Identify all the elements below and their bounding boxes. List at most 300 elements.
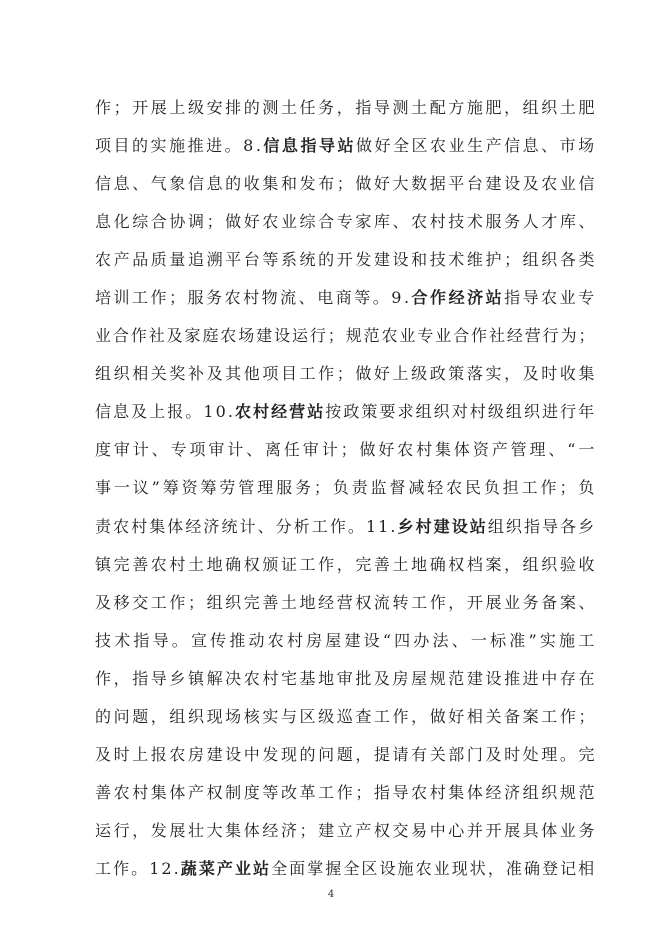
text-segment-char: 工: [318, 782, 335, 802]
text-segment-char: 0: [215, 402, 227, 422]
bold-station-name-char: 指: [300, 136, 317, 156]
text-segment-char: 产: [355, 820, 372, 840]
text-segment-char: 指: [523, 516, 541, 536]
text-segment-char: ”: [528, 630, 538, 650]
page-number: 4: [327, 889, 335, 900]
text-segment-char: 指: [132, 668, 149, 688]
text-segment-char: 测: [392, 98, 410, 117]
text-segment-char: 导: [392, 782, 410, 802]
text-segment-char: 肥: [485, 98, 502, 117]
bold-station-name-char: 业: [234, 858, 252, 878]
text-segment-char: 工: [299, 554, 317, 574]
text-segment-char: 合: [112, 326, 130, 346]
text-segment-char: 和: [280, 174, 298, 194]
text-segment-char: 指: [504, 288, 521, 308]
text-segment-char: 地: [411, 554, 428, 574]
text-segment-char: 组: [522, 554, 540, 574]
text-segment-char: 农: [397, 440, 414, 460]
text-segment-char: 问: [318, 744, 335, 764]
bold-station-name-char: 作: [430, 288, 447, 308]
text-segment-char: 颁: [262, 554, 279, 574]
text-segment-char: 任: [283, 440, 301, 460]
bold-station-name-char: 乡: [397, 516, 415, 536]
text-segment-char: 农: [446, 478, 463, 498]
text-segment-char: 好: [373, 174, 391, 194]
text-segment-char: 设: [363, 630, 381, 650]
bold-station-name-char: 站: [307, 402, 324, 422]
bold-station-name-char: 农: [234, 402, 252, 422]
text-segment-char: 权: [206, 782, 224, 802]
text-segment-char: ，: [132, 820, 149, 840]
text-segment-char: 负: [483, 478, 501, 498]
text-segment-char: 展: [169, 820, 186, 840]
text-segment-char: 全: [343, 858, 360, 878]
text-segment-char: 级: [411, 364, 428, 384]
text-segment-char: 做: [359, 440, 376, 460]
text-segment-char: 交: [132, 592, 149, 612]
text-segment-char: 作: [169, 592, 186, 612]
text-segment-char: 信: [504, 136, 521, 156]
text-line: [95, 626, 595, 656]
text-segment-char: 完: [355, 554, 372, 574]
text-segment-char: 有: [411, 744, 428, 764]
text-segment-char: 善: [373, 554, 391, 574]
text-segment-char: 。: [185, 402, 202, 422]
text-segment-char: 才: [541, 212, 558, 232]
text-segment-char: 中: [243, 744, 261, 764]
text-segment-char: 农: [95, 250, 112, 270]
text-segment-char: 村: [132, 782, 149, 802]
text-segment-char: 存: [559, 668, 577, 688]
text-segment-char: 实: [150, 136, 168, 156]
text-segment-char: 大: [392, 174, 410, 194]
text-segment-char: 市: [559, 136, 577, 156]
text-segment-char: 产: [113, 250, 131, 270]
text-segment-char: 集: [448, 782, 465, 802]
text-segment-char: 组: [505, 402, 523, 422]
text-line: [95, 854, 595, 884]
text-segment-char: 进: [206, 136, 223, 156]
text-segment-char: 好: [243, 212, 261, 232]
text-segment-char: 信: [187, 174, 205, 194]
text-segment-char: 作: [318, 554, 335, 574]
text-segment-char: 织: [523, 402, 541, 422]
text-segment-char: 及: [166, 326, 184, 346]
text-segment-char: 现: [206, 706, 224, 726]
text-segment-char: “: [382, 630, 392, 650]
text-segment-char: 8: [243, 136, 254, 156]
text-segment-char: 农: [262, 212, 279, 232]
text-segment-char: 业: [435, 326, 452, 346]
text-segment-char: 备: [504, 706, 521, 726]
bold-station-name-char: 信: [263, 136, 280, 156]
text-segment-char: 村: [429, 782, 447, 802]
text-segment-char: 管: [238, 478, 255, 498]
text-segment-char: 作: [540, 478, 558, 498]
bold-station-name-char: 蔬: [180, 858, 198, 878]
text-segment-char: 农: [243, 668, 261, 688]
text-segment-char: 织: [541, 98, 558, 117]
text-segment-char: 策: [361, 402, 378, 422]
text-segment-char: 审: [336, 668, 354, 688]
text-segment-char: 验: [559, 554, 577, 574]
text-segment-char: 善: [262, 592, 279, 612]
text-segment-char: 做: [355, 174, 372, 194]
text-segment-char: 肥: [578, 98, 595, 117]
text-segment-char: 展: [485, 592, 502, 612]
text-segment-char: 级: [187, 98, 205, 117]
text-segment-char: 批: [355, 668, 372, 688]
text-segment-char: 织: [187, 706, 205, 726]
text-segment-char: 案: [522, 706, 540, 726]
text-segment-char: 作: [130, 326, 148, 346]
text-segment-char: 农: [150, 554, 168, 574]
text-segment-char: 交: [392, 820, 410, 840]
text-segment-char: 及: [206, 364, 224, 384]
text-segment-char: 资: [472, 440, 490, 460]
text-segment-char: 组: [522, 782, 540, 802]
text-segment-char: 展: [504, 820, 521, 840]
text-segment-char: 导: [373, 98, 391, 117]
text-segment-char: ；: [206, 212, 224, 232]
text-segment-char: 、: [132, 174, 149, 194]
text-segment-char: 行: [309, 326, 327, 346]
text-segment-char: 人: [522, 212, 540, 232]
text-segment-char: 提: [373, 744, 391, 764]
text-segment-char: 巡: [336, 706, 354, 726]
text-segment-char: ”: [151, 478, 161, 498]
text-segment-char: 1: [378, 516, 389, 536]
text-segment-char: 化: [113, 212, 131, 232]
text-segment-char: 工: [541, 706, 558, 726]
text-segment-char: 。: [347, 516, 365, 536]
text-segment-char: 开: [466, 592, 484, 612]
text-segment-char: 离: [265, 440, 282, 460]
text-segment-char: 求: [397, 402, 415, 422]
text-segment-char: ，: [150, 706, 168, 726]
text-segment-char: 、: [298, 288, 316, 308]
text-line: [95, 93, 595, 123]
text-segment-char: ；: [299, 820, 317, 840]
text-segment-char: 解: [206, 668, 224, 688]
text-segment-char: 及: [373, 668, 391, 688]
text-segment-char: 确: [429, 554, 447, 574]
text-segment-char: 排: [225, 98, 242, 117]
text-segment-char: 分: [275, 516, 293, 536]
text-segment-char: 业: [559, 820, 577, 840]
text-segment-char: 区: [361, 858, 378, 878]
text-segment-char: ，: [411, 706, 428, 726]
text-segment-char: 报: [150, 744, 168, 764]
text-segment-char: 基: [299, 668, 317, 688]
text-segment-char: 服: [485, 212, 502, 232]
text-segment-char: 理: [257, 478, 274, 498]
text-segment-char: 项: [262, 364, 279, 384]
text-segment-char: 电: [317, 288, 334, 308]
text-segment-char: 。: [171, 630, 189, 650]
text-segment-char: .: [255, 136, 262, 156]
text-segment-char: 业: [280, 212, 298, 232]
text-segment-char: 规: [345, 326, 363, 346]
text-segment-char: 社: [148, 326, 166, 346]
text-segment-char: 工: [578, 630, 595, 650]
text-segment-char: ，: [487, 858, 505, 878]
text-segment-char: 的: [243, 98, 261, 117]
text-segment-char: 推: [187, 136, 205, 156]
text-segment-char: 土: [280, 98, 298, 117]
text-segment-char: 量: [169, 250, 186, 270]
text-segment-char: 统: [221, 516, 238, 536]
text-segment-char: .: [403, 288, 410, 308]
text-segment-char: 统: [299, 250, 317, 270]
text-segment-char: 和: [411, 250, 428, 270]
text-segment-char: 维: [466, 250, 484, 270]
text-segment-char: 作: [329, 516, 347, 536]
text-segment-char: 据: [429, 174, 447, 194]
text-segment-char: 追: [187, 250, 205, 270]
text-segment-char: 气: [150, 174, 168, 194]
text-segment-char: 相: [466, 706, 484, 726]
bold-station-name-char: 息: [281, 136, 299, 156]
text-segment-char: 导: [150, 668, 168, 688]
text-segment-char: 组: [169, 706, 186, 726]
text-segment-char: 导: [152, 630, 170, 650]
text-segment-char: 织: [225, 592, 242, 612]
text-segment-char: 体: [243, 820, 261, 840]
text-segment-char: 规: [429, 668, 447, 688]
text-segment-char: 台: [466, 174, 484, 194]
text-segment-char: 完: [578, 744, 595, 764]
text-segment-char: ；: [169, 288, 186, 308]
text-segment-char: 产: [485, 136, 503, 156]
text-segment-char: 权: [243, 554, 261, 574]
text-segment-char: 易: [411, 820, 428, 840]
text-segment-char: 善: [132, 554, 149, 574]
text-segment-char: ；: [504, 250, 521, 270]
text-segment-char: 行: [542, 326, 560, 346]
text-segment-char: 一: [113, 478, 131, 498]
text-segment-char: 开: [132, 98, 149, 117]
text-segment-char: 合: [453, 326, 470, 346]
text-segment-char: 技: [95, 630, 112, 650]
text-segment-char: .: [390, 516, 396, 536]
text-segment-char: 管: [510, 440, 528, 460]
text-segment-char: 门: [466, 744, 484, 764]
text-segment-char: 实: [539, 630, 557, 650]
text-segment-char: 民: [464, 478, 482, 498]
text-segment-char: 握: [325, 858, 342, 878]
text-segment-char: 平: [448, 174, 465, 194]
text-segment-char: 及: [95, 744, 112, 764]
text-segment-char: 筹: [162, 478, 180, 498]
text-segment-char: 范: [363, 326, 381, 346]
text-segment-char: ，: [504, 364, 521, 384]
text-segment-char: 设: [485, 668, 502, 688]
text-segment-char: 范: [448, 668, 465, 688]
text-segment-char: 组: [95, 364, 112, 384]
text-segment-char: 为: [560, 326, 578, 346]
text-segment-char: 作: [471, 326, 488, 346]
text-segment-char: 心: [448, 820, 465, 840]
text-segment-char: 等: [262, 250, 279, 270]
text-line: [95, 321, 595, 351]
text-segment-char: 完: [113, 554, 131, 574]
text-segment-char: 作: [559, 706, 577, 726]
text-segment-char: 的: [225, 174, 242, 194]
text-segment-char: 在: [578, 668, 595, 688]
text-segment-char: 综: [132, 212, 149, 232]
text-segment-char: 体: [541, 820, 558, 840]
text-segment-char: 登: [542, 858, 559, 878]
text-segment-char: 1: [365, 516, 377, 536]
text-segment-char: 做: [225, 212, 242, 232]
text-segment-char: 处: [522, 744, 540, 764]
text-line: [95, 359, 595, 389]
text-segment-char: 实: [262, 706, 279, 726]
text-segment-char: 务: [578, 820, 595, 840]
text-segment-char: 村: [243, 288, 260, 308]
text-segment-char: 乡: [169, 668, 186, 688]
text-segment-char: 作: [318, 364, 335, 384]
text-segment-char: 工: [411, 592, 428, 612]
text-segment-char: 业: [448, 136, 466, 156]
text-segment-char: ；: [578, 326, 595, 346]
text-segment-char: 关: [485, 706, 502, 726]
text-segment-char: 村: [131, 516, 148, 536]
text-line: [95, 283, 595, 313]
text-segment-char: 要: [379, 402, 396, 422]
text-segment-char: 作: [95, 98, 112, 117]
text-segment-char: 训: [113, 288, 131, 308]
text-segment-char: 议: [132, 478, 150, 498]
text-segment-char: 档: [466, 554, 484, 574]
text-segment-char: 动: [248, 630, 266, 650]
text-segment-char: 农: [224, 288, 242, 308]
text-line: [95, 245, 595, 275]
bold-station-name-char: 建: [433, 516, 451, 536]
text-segment-char: 技: [429, 250, 447, 270]
text-segment-char: 息: [522, 136, 540, 156]
text-segment-char: 作: [336, 782, 354, 802]
text-segment-char: 施: [559, 630, 576, 650]
text-line: [95, 207, 595, 237]
text-segment-char: 、: [392, 212, 410, 232]
text-segment-char: 资: [181, 478, 199, 498]
bold-station-name-char: 产: [216, 858, 234, 878]
text-segment-char: 请: [392, 744, 410, 764]
text-segment-char: 体: [169, 782, 186, 802]
text-segment-char: ；: [327, 326, 345, 346]
text-segment-char: 信: [95, 402, 112, 422]
text-segment-char: 集: [578, 364, 595, 384]
text-segment-char: 项: [95, 136, 112, 156]
text-segment-char: 审: [208, 440, 225, 460]
text-segment-char: 设: [274, 326, 291, 346]
text-segment-char: 革: [299, 782, 317, 802]
text-segment-char: 监: [370, 478, 388, 498]
bold-station-name-char: 站: [485, 288, 503, 308]
text-segment-char: 并: [466, 820, 484, 840]
text-segment-char: 、: [541, 136, 558, 156]
text-segment-char: 物: [261, 288, 279, 308]
bold-station-name-char: 导: [318, 136, 336, 156]
text-segment-char: 服: [187, 288, 205, 308]
text-segment-char: 题: [132, 706, 149, 726]
text-segment-char: 农: [430, 136, 447, 156]
text-segment-char: 与: [280, 706, 298, 726]
text-segment-char: 记: [560, 858, 577, 878]
text-segment-char: 的: [132, 136, 149, 156]
text-segment-char: 的: [299, 744, 317, 764]
text-segment-char: 作: [429, 592, 447, 612]
text-segment-char: 施: [169, 136, 186, 156]
text-segment-char: 运: [95, 820, 112, 840]
text-segment-char: 务: [206, 288, 223, 308]
text-segment-char: 房: [187, 744, 205, 764]
text-segment-char: 组: [487, 516, 505, 536]
text-segment-char: 建: [485, 174, 502, 194]
text-segment-char: ，: [504, 98, 521, 117]
text-segment-char: ，: [336, 98, 354, 117]
text-segment-char: 收: [559, 364, 577, 384]
text-segment-char: 导: [542, 516, 559, 536]
text-segment-char: 业: [433, 858, 451, 878]
text-segment-char: 安: [206, 98, 224, 117]
text-segment-char: 责: [351, 478, 369, 498]
text-segment-char: 业: [559, 288, 577, 308]
text-segment-char: 织: [541, 554, 558, 574]
text-segment-char: 进: [542, 402, 559, 422]
text-segment-char: 配: [429, 98, 447, 117]
text-segment-char: 品: [132, 250, 149, 270]
text-segment-char: 集: [435, 440, 452, 460]
text-line: [95, 397, 595, 427]
text-segment-char: .: [173, 858, 180, 878]
text-segment-char: 确: [225, 554, 242, 574]
text-segment-char: 服: [276, 478, 293, 498]
text-segment-char: 术: [466, 212, 484, 232]
text-segment-char: 做: [355, 364, 372, 384]
text-segment-char: 工: [311, 516, 329, 536]
text-segment-char: 、: [578, 212, 595, 232]
text-segment-char: 土: [559, 98, 577, 117]
text-segment-char: 年: [578, 402, 595, 422]
text-segment-char: 区: [299, 706, 317, 726]
text-segment-char: 1: [203, 402, 215, 422]
text-segment-char: 运: [291, 326, 309, 346]
text-segment-char: 相: [578, 858, 595, 878]
text-segment-char: 业: [95, 326, 112, 346]
text-line: [95, 435, 595, 465]
text-segment-char: 镇: [187, 668, 205, 688]
text-segment-char: 象: [169, 174, 186, 194]
text-segment-char: 时: [504, 744, 521, 764]
text-segment-char: 组: [415, 402, 433, 422]
text-segment-char: 收: [243, 174, 261, 194]
text-segment-char: 转: [392, 592, 410, 612]
text-segment-char: 办: [413, 630, 430, 650]
text-segment-char: 。: [131, 858, 148, 878]
text-segment-char: 农: [541, 288, 558, 308]
text-segment-char: 培: [95, 288, 112, 308]
text-segment-char: 好: [448, 706, 465, 726]
text-segment-char: 权: [355, 592, 372, 612]
text-segment-char: 专: [336, 212, 354, 232]
text-segment-char: 权: [448, 554, 465, 574]
bold-station-name-char: 合: [411, 288, 429, 308]
text-segment-char: 级: [318, 706, 335, 726]
text-segment-char: 、: [548, 440, 565, 460]
